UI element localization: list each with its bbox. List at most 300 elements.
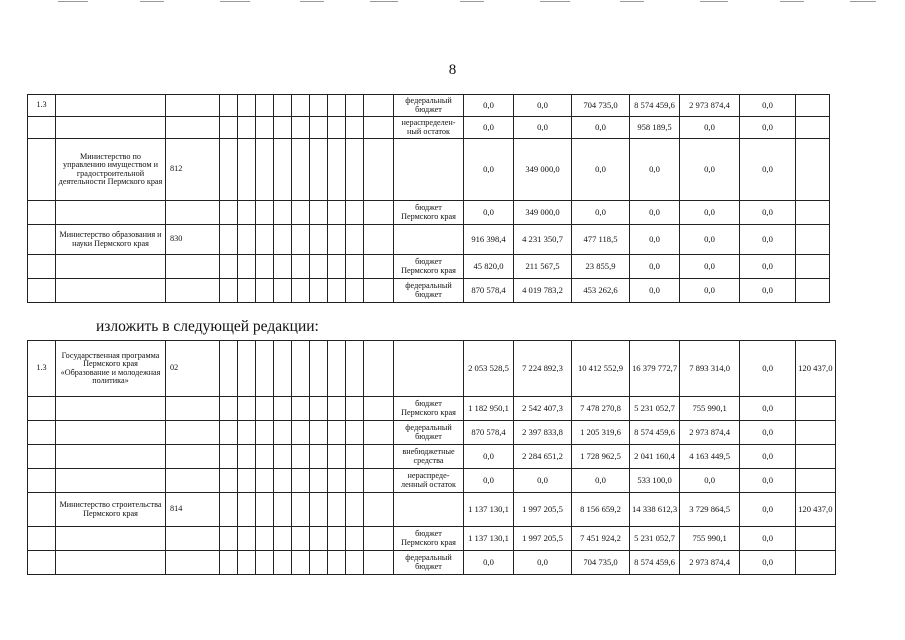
value-cell: 0,0 [630, 201, 680, 225]
empty-cell [274, 397, 292, 421]
value-cell: 0,0 [464, 117, 514, 139]
empty-cell [238, 397, 256, 421]
empty-cell [256, 551, 274, 575]
empty-cell [310, 255, 328, 279]
source-cell [394, 493, 464, 527]
empty-cell [292, 551, 310, 575]
value-cell: 0,0 [630, 225, 680, 255]
value-cell: 8 574 459,6 [630, 551, 680, 575]
value-cell: 45 820,0 [464, 255, 514, 279]
empty-cell [364, 279, 394, 303]
value-cell: 453 262,6 [572, 279, 630, 303]
empty-cell [256, 397, 274, 421]
empty-cell [292, 421, 310, 445]
empty-cell [274, 527, 292, 551]
table-row [28, 117, 878, 139]
value-cell [796, 469, 835, 493]
value-cell: 0,0 [740, 225, 796, 255]
empty-cell [238, 445, 256, 469]
value-cell: 0,0 [680, 139, 740, 201]
value-cell: 0,0 [680, 469, 740, 493]
value-cell: 0,0 [514, 469, 572, 493]
empty-cell [328, 117, 346, 139]
value-cell [796, 445, 835, 469]
empty-cell [274, 225, 292, 255]
value-cell: 4 019 783,2 [514, 279, 572, 303]
value-cell: 0,0 [680, 201, 740, 225]
empty-cell [328, 95, 346, 117]
empty-cell [328, 201, 346, 225]
row-number-cell: 1.3 [28, 95, 56, 117]
empty-cell [328, 445, 346, 469]
name-cell [56, 551, 166, 575]
name-cell [56, 397, 166, 421]
empty-cell [364, 201, 394, 225]
empty-cell [346, 341, 364, 397]
value-cell [796, 255, 830, 279]
value-cell: 0,0 [740, 341, 796, 397]
table-row [28, 95, 878, 117]
value-cell: 14 338 612,3 [630, 493, 680, 527]
value-cell: 2 284 651,2 [514, 445, 572, 469]
empty-cell [220, 493, 238, 527]
empty-cell [292, 139, 310, 201]
table-previous-edition [27, 94, 878, 303]
empty-cell [328, 225, 346, 255]
value-cell [796, 139, 830, 201]
value-cell: 211 567,5 [514, 255, 572, 279]
empty-cell [292, 493, 310, 527]
empty-cell [292, 95, 310, 117]
empty-cell [220, 117, 238, 139]
empty-cell [364, 341, 394, 397]
source-cell: федеральный бюджет [394, 551, 464, 575]
code-cell: 02 [166, 341, 220, 397]
value-cell [796, 421, 835, 445]
empty-cell [346, 279, 364, 303]
empty-cell [220, 551, 238, 575]
row-number-cell [28, 421, 56, 445]
empty-cell [274, 279, 292, 303]
empty-cell [292, 527, 310, 551]
value-cell: 2 973 874,4 [680, 421, 740, 445]
value-cell: 477 118,5 [572, 225, 630, 255]
row-number-cell [28, 201, 56, 225]
value-cell: 4 231 350,7 [514, 225, 572, 255]
code-cell [166, 201, 220, 225]
code-cell [166, 279, 220, 303]
value-cell: 0,0 [572, 139, 630, 201]
table-row [28, 397, 884, 421]
value-cell: 16 379 772,7 [630, 341, 680, 397]
value-cell: 916 398,4 [464, 225, 514, 255]
value-cell: 0,0 [740, 255, 796, 279]
empty-cell [274, 139, 292, 201]
source-cell: бюджет Пермского края [394, 255, 464, 279]
value-cell: 0,0 [464, 95, 514, 117]
empty-cell [274, 469, 292, 493]
row-number-cell [28, 493, 56, 527]
empty-cell [310, 445, 328, 469]
empty-cell [220, 201, 238, 225]
value-cell: 0,0 [464, 469, 514, 493]
value-cell: 7 451 924,2 [572, 527, 630, 551]
empty-cell [328, 493, 346, 527]
value-cell: 8 574 459,6 [630, 421, 680, 445]
empty-cell [346, 397, 364, 421]
value-cell: 8 156 659,2 [572, 493, 630, 527]
empty-cell [238, 421, 256, 445]
name-cell [56, 279, 166, 303]
empty-cell [346, 95, 364, 117]
table-new-edition [27, 340, 884, 575]
empty-cell [256, 225, 274, 255]
code-cell: 830 [166, 225, 220, 255]
code-cell [166, 445, 220, 469]
table-row [28, 421, 884, 445]
code-cell [166, 551, 220, 575]
table-row [28, 469, 884, 493]
empty-cell [220, 341, 238, 397]
empty-cell [328, 551, 346, 575]
empty-cell [220, 139, 238, 201]
empty-cell [346, 469, 364, 493]
empty-cell [364, 139, 394, 201]
empty-cell [238, 225, 256, 255]
empty-cell [256, 95, 274, 117]
value-cell: 870 578,4 [464, 421, 514, 445]
empty-cell [292, 445, 310, 469]
empty-cell [274, 95, 292, 117]
value-cell [796, 397, 835, 421]
value-cell: 2 973 874,4 [680, 551, 740, 575]
name-cell [56, 445, 166, 469]
value-cell: 0,0 [572, 201, 630, 225]
empty-cell [292, 397, 310, 421]
source-cell: федеральный бюджет [394, 95, 464, 117]
value-cell: 0,0 [740, 397, 796, 421]
value-cell: 0,0 [740, 493, 796, 527]
row-number-cell [28, 255, 56, 279]
code-cell: 812 [166, 139, 220, 201]
name-cell: Министерство строительства Пермского края [56, 493, 166, 527]
value-cell: 0,0 [740, 551, 796, 575]
empty-cell [238, 117, 256, 139]
value-cell: 7 224 892,3 [514, 341, 572, 397]
empty-cell [238, 139, 256, 201]
value-cell: 8 574 459,6 [630, 95, 680, 117]
name-cell: Министерство по управлению имуществом и градостроительной деятельности Пермского края [56, 139, 166, 201]
value-cell [796, 527, 835, 551]
value-cell: 1 137 130,1 [464, 527, 514, 551]
empty-cell [310, 117, 328, 139]
value-cell: 0,0 [740, 421, 796, 445]
value-cell: 0,0 [464, 551, 514, 575]
value-cell: 0,0 [680, 279, 740, 303]
row-number-cell [28, 445, 56, 469]
empty-cell [274, 341, 292, 397]
value-cell: 349 000,0 [514, 139, 572, 201]
value-cell: 1 182 950,1 [464, 397, 514, 421]
table-row [28, 201, 878, 225]
value-cell: 1 997 205,5 [514, 527, 572, 551]
source-cell: бюджет Пермского края [394, 527, 464, 551]
empty-cell [220, 469, 238, 493]
amendment-phrase: изложить в следующей редакции: [96, 318, 319, 335]
empty-cell [328, 341, 346, 397]
value-cell: 1 997 205,5 [514, 493, 572, 527]
value-cell: 1 205 319,6 [572, 421, 630, 445]
code-cell [166, 255, 220, 279]
empty-cell [328, 255, 346, 279]
value-cell: 755 990,1 [680, 527, 740, 551]
value-cell: 0,0 [740, 445, 796, 469]
value-cell: 0,0 [630, 279, 680, 303]
empty-cell [238, 279, 256, 303]
value-cell: 349 000,0 [514, 201, 572, 225]
value-cell: 2 053 528,5 [464, 341, 514, 397]
name-cell [56, 117, 166, 139]
empty-cell [220, 445, 238, 469]
empty-cell [310, 95, 328, 117]
source-cell: бюджет Пермского края [394, 397, 464, 421]
code-cell [166, 421, 220, 445]
empty-cell [310, 225, 328, 255]
value-cell: 870 578,4 [464, 279, 514, 303]
empty-cell [310, 551, 328, 575]
value-cell [796, 551, 835, 575]
empty-cell [292, 341, 310, 397]
value-cell: 5 231 052,7 [630, 527, 680, 551]
empty-cell [310, 493, 328, 527]
value-cell: 0,0 [514, 551, 572, 575]
empty-cell [346, 493, 364, 527]
value-cell [796, 279, 830, 303]
empty-cell [256, 139, 274, 201]
row-number-cell [28, 117, 56, 139]
empty-cell [346, 139, 364, 201]
empty-cell [328, 469, 346, 493]
value-cell: 2 973 874,4 [680, 95, 740, 117]
value-cell: 5 231 052,7 [630, 397, 680, 421]
empty-cell [238, 527, 256, 551]
name-cell [56, 255, 166, 279]
empty-cell [292, 469, 310, 493]
empty-cell [310, 469, 328, 493]
value-cell: 1 137 130,1 [464, 493, 514, 527]
code-cell: 814 [166, 493, 220, 527]
empty-cell [364, 469, 394, 493]
source-cell: нераспределен-ный остаток [394, 117, 464, 139]
empty-cell [364, 397, 394, 421]
empty-cell [238, 469, 256, 493]
source-cell [394, 341, 464, 397]
value-cell [796, 95, 830, 117]
empty-cell [238, 551, 256, 575]
value-cell: 0,0 [740, 469, 796, 493]
value-cell: 4 163 449,5 [680, 445, 740, 469]
value-cell [796, 117, 830, 139]
value-cell: 0,0 [464, 139, 514, 201]
table-row [28, 551, 884, 575]
empty-cell [292, 117, 310, 139]
empty-cell [310, 279, 328, 303]
empty-cell [220, 527, 238, 551]
empty-cell [346, 421, 364, 445]
empty-cell [328, 421, 346, 445]
empty-cell [364, 527, 394, 551]
empty-cell [364, 445, 394, 469]
empty-cell [274, 255, 292, 279]
page-number: 8 [448, 62, 457, 78]
source-cell: федеральный бюджет [394, 279, 464, 303]
empty-cell [256, 469, 274, 493]
empty-cell [256, 527, 274, 551]
value-cell: 0,0 [740, 117, 796, 139]
empty-cell [328, 397, 346, 421]
value-cell: 10 412 552,9 [572, 341, 630, 397]
name-cell [56, 95, 166, 117]
empty-cell [364, 493, 394, 527]
name-cell [56, 201, 166, 225]
row-number-cell [28, 139, 56, 201]
empty-cell [292, 279, 310, 303]
value-cell: 0,0 [514, 117, 572, 139]
empty-cell [256, 341, 274, 397]
value-cell: 2 397 833,8 [514, 421, 572, 445]
table-row [28, 225, 878, 255]
row-number-cell: 1.3 [28, 341, 56, 397]
empty-cell [238, 493, 256, 527]
value-cell: 0,0 [464, 201, 514, 225]
source-cell: федеральный бюджет [394, 421, 464, 445]
scan-edge-marks [0, 0, 905, 4]
empty-cell [274, 117, 292, 139]
value-cell: 120 437,0 [796, 493, 835, 527]
empty-cell [364, 95, 394, 117]
value-cell: 23 855,9 [572, 255, 630, 279]
empty-cell [328, 279, 346, 303]
empty-cell [238, 341, 256, 397]
value-cell: 0,0 [740, 279, 796, 303]
row-number-cell [28, 225, 56, 255]
table-row [28, 493, 884, 527]
code-cell [166, 469, 220, 493]
source-cell [394, 139, 464, 201]
value-cell: 0,0 [740, 139, 796, 201]
value-cell: 0,0 [572, 469, 630, 493]
value-cell: 1 728 962,5 [572, 445, 630, 469]
value-cell: 7 478 270,8 [572, 397, 630, 421]
empty-cell [346, 445, 364, 469]
value-cell: 704 735,0 [572, 551, 630, 575]
value-cell: 0,0 [514, 95, 572, 117]
empty-cell [292, 225, 310, 255]
row-number-cell [28, 279, 56, 303]
table-row [28, 445, 884, 469]
empty-cell [274, 445, 292, 469]
table-row [28, 255, 878, 279]
row-number-cell [28, 551, 56, 575]
value-cell: 3 729 864,5 [680, 493, 740, 527]
empty-cell [328, 139, 346, 201]
source-cell: бюджет Пермского края [394, 201, 464, 225]
empty-cell [346, 527, 364, 551]
value-cell: 755 990,1 [680, 397, 740, 421]
empty-cell [346, 117, 364, 139]
empty-cell [364, 255, 394, 279]
code-cell [166, 397, 220, 421]
empty-cell [256, 201, 274, 225]
empty-cell [292, 255, 310, 279]
empty-cell [256, 493, 274, 527]
table-row [28, 341, 884, 397]
value-cell: 7 893 314,0 [680, 341, 740, 397]
value-cell: 0,0 [740, 95, 796, 117]
row-number-cell [28, 397, 56, 421]
table-row [28, 139, 878, 201]
value-cell: 533 100,0 [630, 469, 680, 493]
value-cell: 958 189,5 [630, 117, 680, 139]
source-cell: нераспреде-ленный остаток [394, 469, 464, 493]
table-row [28, 527, 884, 551]
empty-cell [256, 421, 274, 445]
empty-cell [364, 117, 394, 139]
source-cell: внебюджетные средства [394, 445, 464, 469]
value-cell: 0,0 [680, 225, 740, 255]
empty-cell [220, 255, 238, 279]
empty-cell [310, 341, 328, 397]
empty-cell [310, 397, 328, 421]
source-cell [394, 225, 464, 255]
code-cell [166, 117, 220, 139]
empty-cell [256, 255, 274, 279]
value-cell: 704 735,0 [572, 95, 630, 117]
empty-cell [346, 201, 364, 225]
empty-cell [220, 225, 238, 255]
empty-cell [346, 255, 364, 279]
empty-cell [364, 225, 394, 255]
name-cell: Государственная программа Пермского края «Образование и молодежная политика» [56, 341, 166, 397]
empty-cell [292, 201, 310, 225]
value-cell: 0,0 [572, 117, 630, 139]
row-number-cell [28, 469, 56, 493]
empty-cell [274, 493, 292, 527]
empty-cell [364, 421, 394, 445]
value-cell [796, 201, 830, 225]
value-cell: 2 041 160,4 [630, 445, 680, 469]
row-number-cell [28, 527, 56, 551]
value-cell: 2 542 407,3 [514, 397, 572, 421]
value-cell: 0,0 [630, 255, 680, 279]
value-cell: 0,0 [630, 139, 680, 201]
value-cell: 0,0 [740, 201, 796, 225]
empty-cell [256, 117, 274, 139]
table-row [28, 279, 878, 303]
empty-cell [220, 95, 238, 117]
value-cell: 120 437,0 [796, 341, 835, 397]
empty-cell [256, 445, 274, 469]
value-cell: 0,0 [680, 255, 740, 279]
value-cell [796, 225, 830, 255]
empty-cell [364, 551, 394, 575]
code-cell [166, 95, 220, 117]
value-cell: 0,0 [680, 117, 740, 139]
value-cell: 0,0 [464, 445, 514, 469]
code-cell [166, 527, 220, 551]
empty-cell [274, 551, 292, 575]
empty-cell [238, 201, 256, 225]
